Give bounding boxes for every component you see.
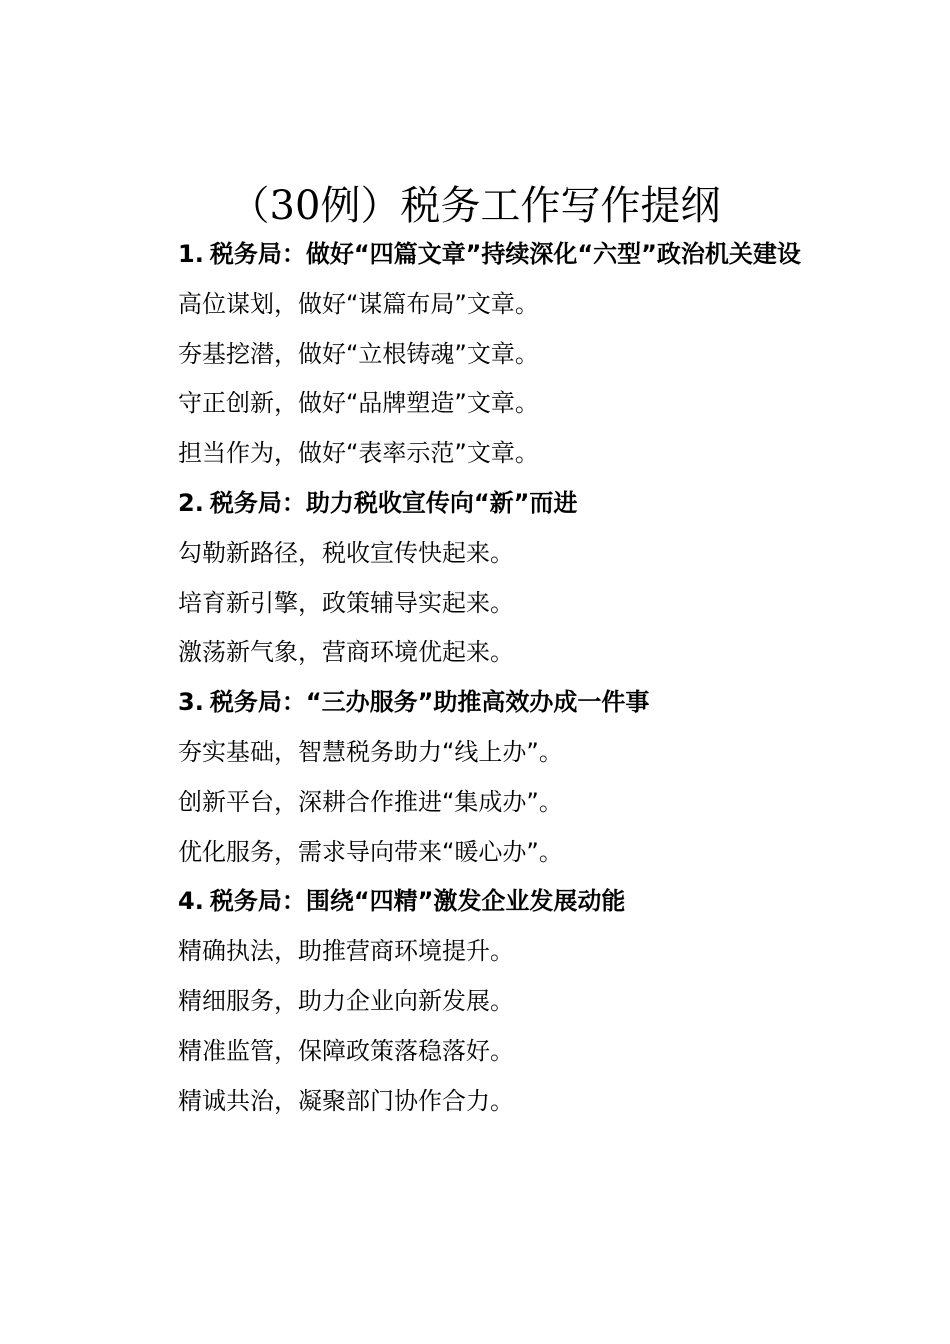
list-item: 精准监管，保障政策落稳落好。: [178, 1036, 514, 1065]
list-item: 勾勒新路径，税收宣传快起来。: [178, 538, 514, 567]
list-item: 优化服务，需求导向带来“暖心办”。: [178, 837, 563, 866]
section-heading-1: [128, 230, 840, 280]
section-number: 2.: [178, 488, 204, 517]
list-item: 担当作为，做好“表率示范”文章。: [178, 439, 539, 468]
list-item: 守正创新，做好“品牌塑造”文章。: [178, 389, 539, 418]
list-item: 夯实基础，智慧税务助力“线上办”。: [178, 737, 563, 766]
section-heading-text: 税务局：围绕“四精”激发企业发展动能: [209, 887, 626, 916]
list-item: 精细服务，助力企业向新发展。: [178, 986, 514, 1015]
section-number: 4.: [178, 887, 204, 916]
section-heading-2: [128, 479, 840, 529]
list-item: 精确执法，助推营商环境提升。: [178, 937, 514, 966]
section-number: 1.: [178, 240, 204, 268]
document-body: [128, 230, 840, 1126]
section-heading-text: 税务局：“三办服务”助推高效办成一件事: [209, 688, 650, 717]
list-item: 培育新引擎，政策辅导实起来。: [178, 588, 514, 617]
list-item: 创新平台，深耕合作推进“集成办”。: [178, 787, 563, 816]
section-heading-text: 税务局：做好“四篇文章”持续深化“六型”政治机关建设: [209, 240, 801, 268]
list-item: 高位谋划，做好“谋篇布局”文章。: [178, 289, 539, 318]
section-heading-3: [128, 678, 840, 728]
section-heading-text: 税务局：助力税收宣传向“新”而进: [209, 488, 578, 517]
list-item: 激荡新气象，营商环境优起来。: [178, 638, 514, 667]
section-heading-4: [128, 877, 840, 927]
list-item: 精诚共治，凝聚部门协作合力。: [178, 1086, 514, 1115]
list-item: 夯基挖潜，做好“立根铸魂”文章。: [178, 339, 539, 368]
document-title: （30例）税务工作写作提纲: [229, 183, 721, 229]
section-number: 3.: [178, 688, 204, 717]
